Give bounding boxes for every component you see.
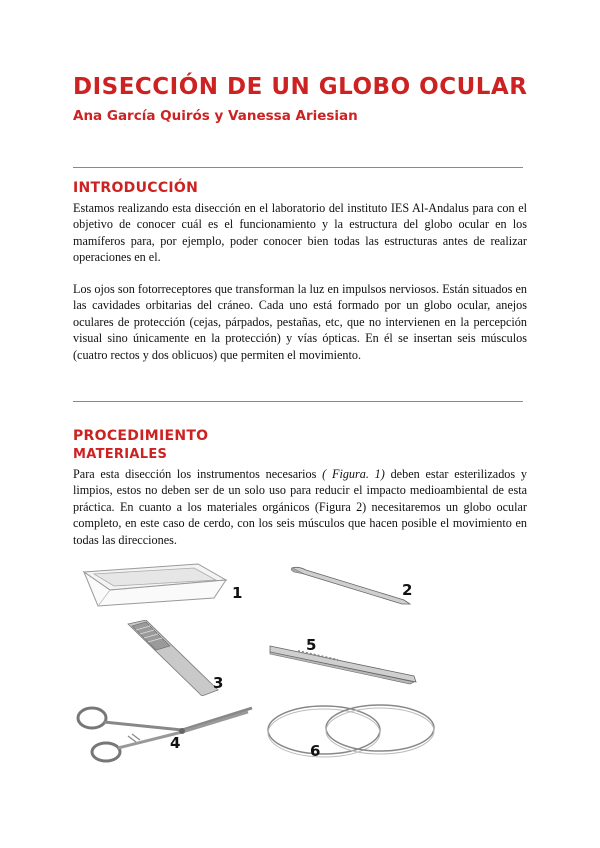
- divider-2: [73, 401, 523, 402]
- intro-paragraph-2: Los ojos son fotorreceptores que transforman la luz en impulsos nerviosos. Están situados en las cavidades orbitarias del cráneo. Cada uno está formado por un globo ocular, anejos oculares de protección (cejas, párpados, pestañas, etc, que no intervienen en la percepción visual sino únicamente en la protección) y vías ópticas. En él se insertan seis músculos (cuatro rectos y dos oblicuos) que permiten el movimiento.: [73, 282, 527, 362]
- petri-dish-icon: [262, 700, 438, 760]
- materiales-text-end: deben estar esterilizados y limpios, estos no deben ser de un solo uso para reducir el impacto medioambiental de esta práctica. En cuanto a los materiales orgánicos (Figura 2) necesitaremos un globo ocular completo, en este caso de cerdo, con los seis músculos que hacen posible el movimiento en todas las direcciones.: [73, 467, 527, 547]
- figure-label-2: 2: [402, 581, 413, 599]
- section-heading-introduccion: INTRODUCCIÓN: [73, 180, 199, 196]
- section-heading-procedimiento: PROCEDIMIENTO: [73, 428, 209, 444]
- figure-label-5: 5: [306, 636, 317, 654]
- divider-1: [73, 167, 523, 168]
- figure-label-4: 4: [170, 734, 181, 752]
- document-title: DISECCIÓN DE UN GLOBO OCULAR: [73, 74, 528, 100]
- figure-reference: ( Figura. 1): [322, 467, 385, 481]
- materiales-paragraph: [73, 466, 527, 548]
- tweezers-icon: [268, 640, 420, 686]
- subsection-heading-materiales: MATERIALES: [73, 447, 168, 462]
- document-authors: Ana García Quirós y Vanessa Ariesian: [73, 108, 358, 124]
- intro-paragraph-1: Estamos realizando esta disección en el laboratorio del instituto IES Al-Andalus para con el objetivo de conocer cuál es el funcionamiento y la estructura del globo ocular en los mamíferos para, por ejemplo, poder conocer bien todas las estructuras antes de realizar operaciones en el.: [73, 201, 527, 265]
- scalpel-icon: [288, 562, 416, 608]
- materiales-text-start: Para esta disección los instrumentos necesarios: [73, 467, 323, 481]
- scalpel-handle-icon: [126, 620, 222, 696]
- figure-label-3: 3: [213, 674, 224, 692]
- hemostat-forceps-icon: [72, 702, 258, 768]
- figure-label-6: 6: [310, 742, 321, 760]
- figure-label-1: 1: [232, 584, 243, 602]
- dissection-tray-icon: [80, 560, 230, 616]
